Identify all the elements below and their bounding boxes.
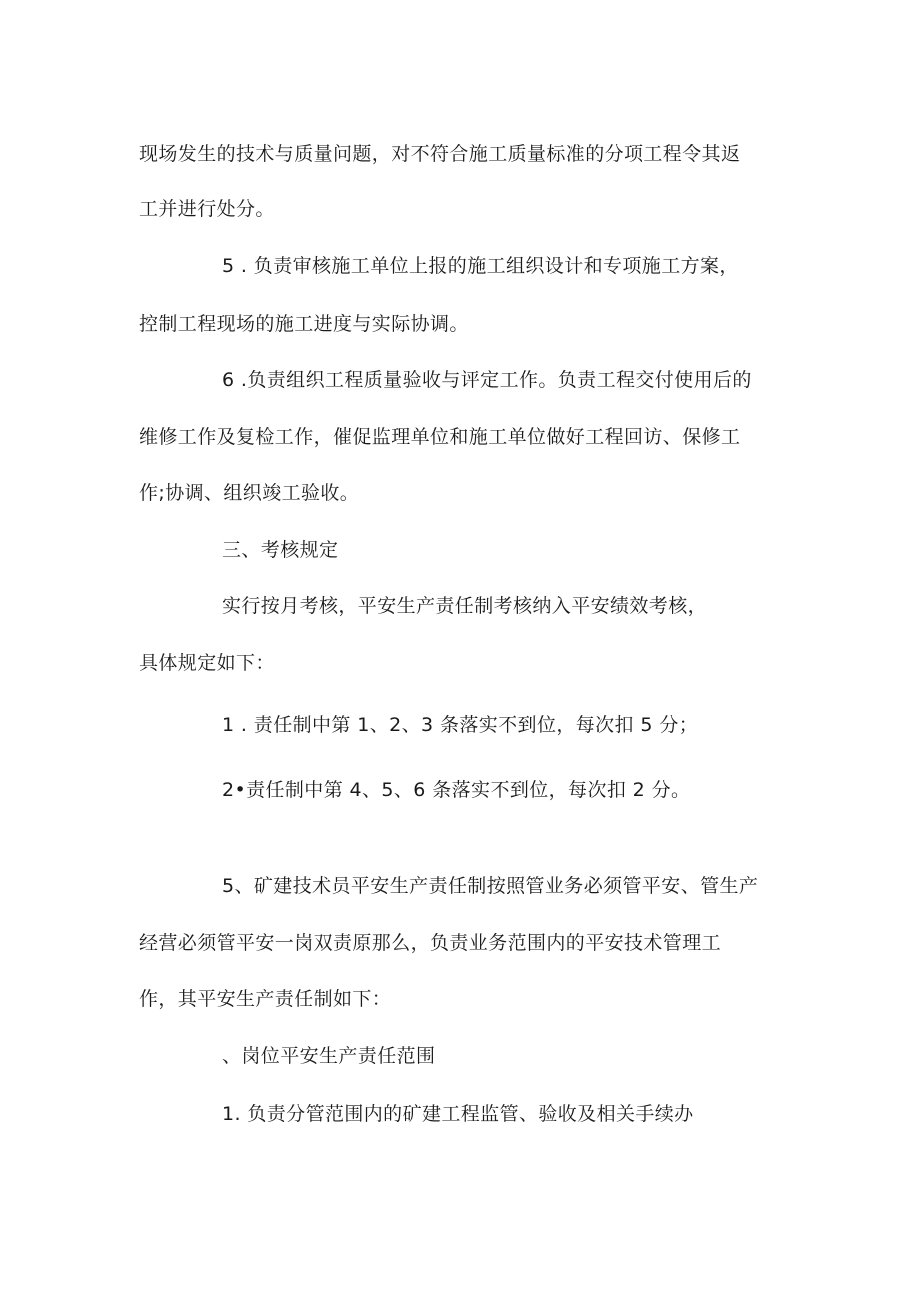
paragraph-line: 作，其平安生产责任制如下： — [139, 988, 392, 1010]
list-item-line: 6 .负责组织工程质量验收与评定工作。负责工程交付使用后的 — [222, 369, 752, 391]
list-item-line: 1. 负责分管范围内的矿建工程监管、验收及相关手续办 — [222, 1103, 694, 1125]
list-item-line: 5 . 负责审核施工单位上报的施工组织设计和专项施工方案， — [222, 255, 739, 277]
paragraph-line: 工并进行处分。 — [139, 198, 275, 220]
list-item-line: 1 . 责任制中第 1、2、3 条落实不到位，每次扣 5 分； — [222, 714, 699, 736]
section-heading: 三、考核规定 — [222, 539, 339, 561]
list-item-line: 2•责任制中第 4、5、6 条落实不到位，每次扣 2 分。 — [222, 779, 691, 801]
paragraph-line: 具体规定如下： — [139, 652, 275, 674]
paragraph-line: 维修工作及复检工作，催促监理单位和施工单位做好工程回访、保修工 — [139, 426, 741, 448]
paragraph-line: 控制工程现场的施工进度与实际协调。 — [139, 313, 469, 335]
paragraph-line: 经营必须管平安一岗双责原那么，负责业务范围内的平安技术管理工 — [139, 932, 722, 954]
section-heading: 、岗位平安生产责任范围 — [222, 1045, 436, 1067]
paragraph-line: 现场发生的技术与质量问题，对不符合施工质量标准的分项工程令其返 — [139, 143, 741, 165]
paragraph-line: 实行按月考核，平安生产责任制考核纳入平安绩效考核， — [222, 595, 708, 617]
paragraph-line: 作;协调、组织竣工验收。 — [139, 482, 360, 504]
paragraph-line: 5、矿建技术员平安生产责任制按照管业务必须管平安、管生产 — [222, 875, 759, 897]
